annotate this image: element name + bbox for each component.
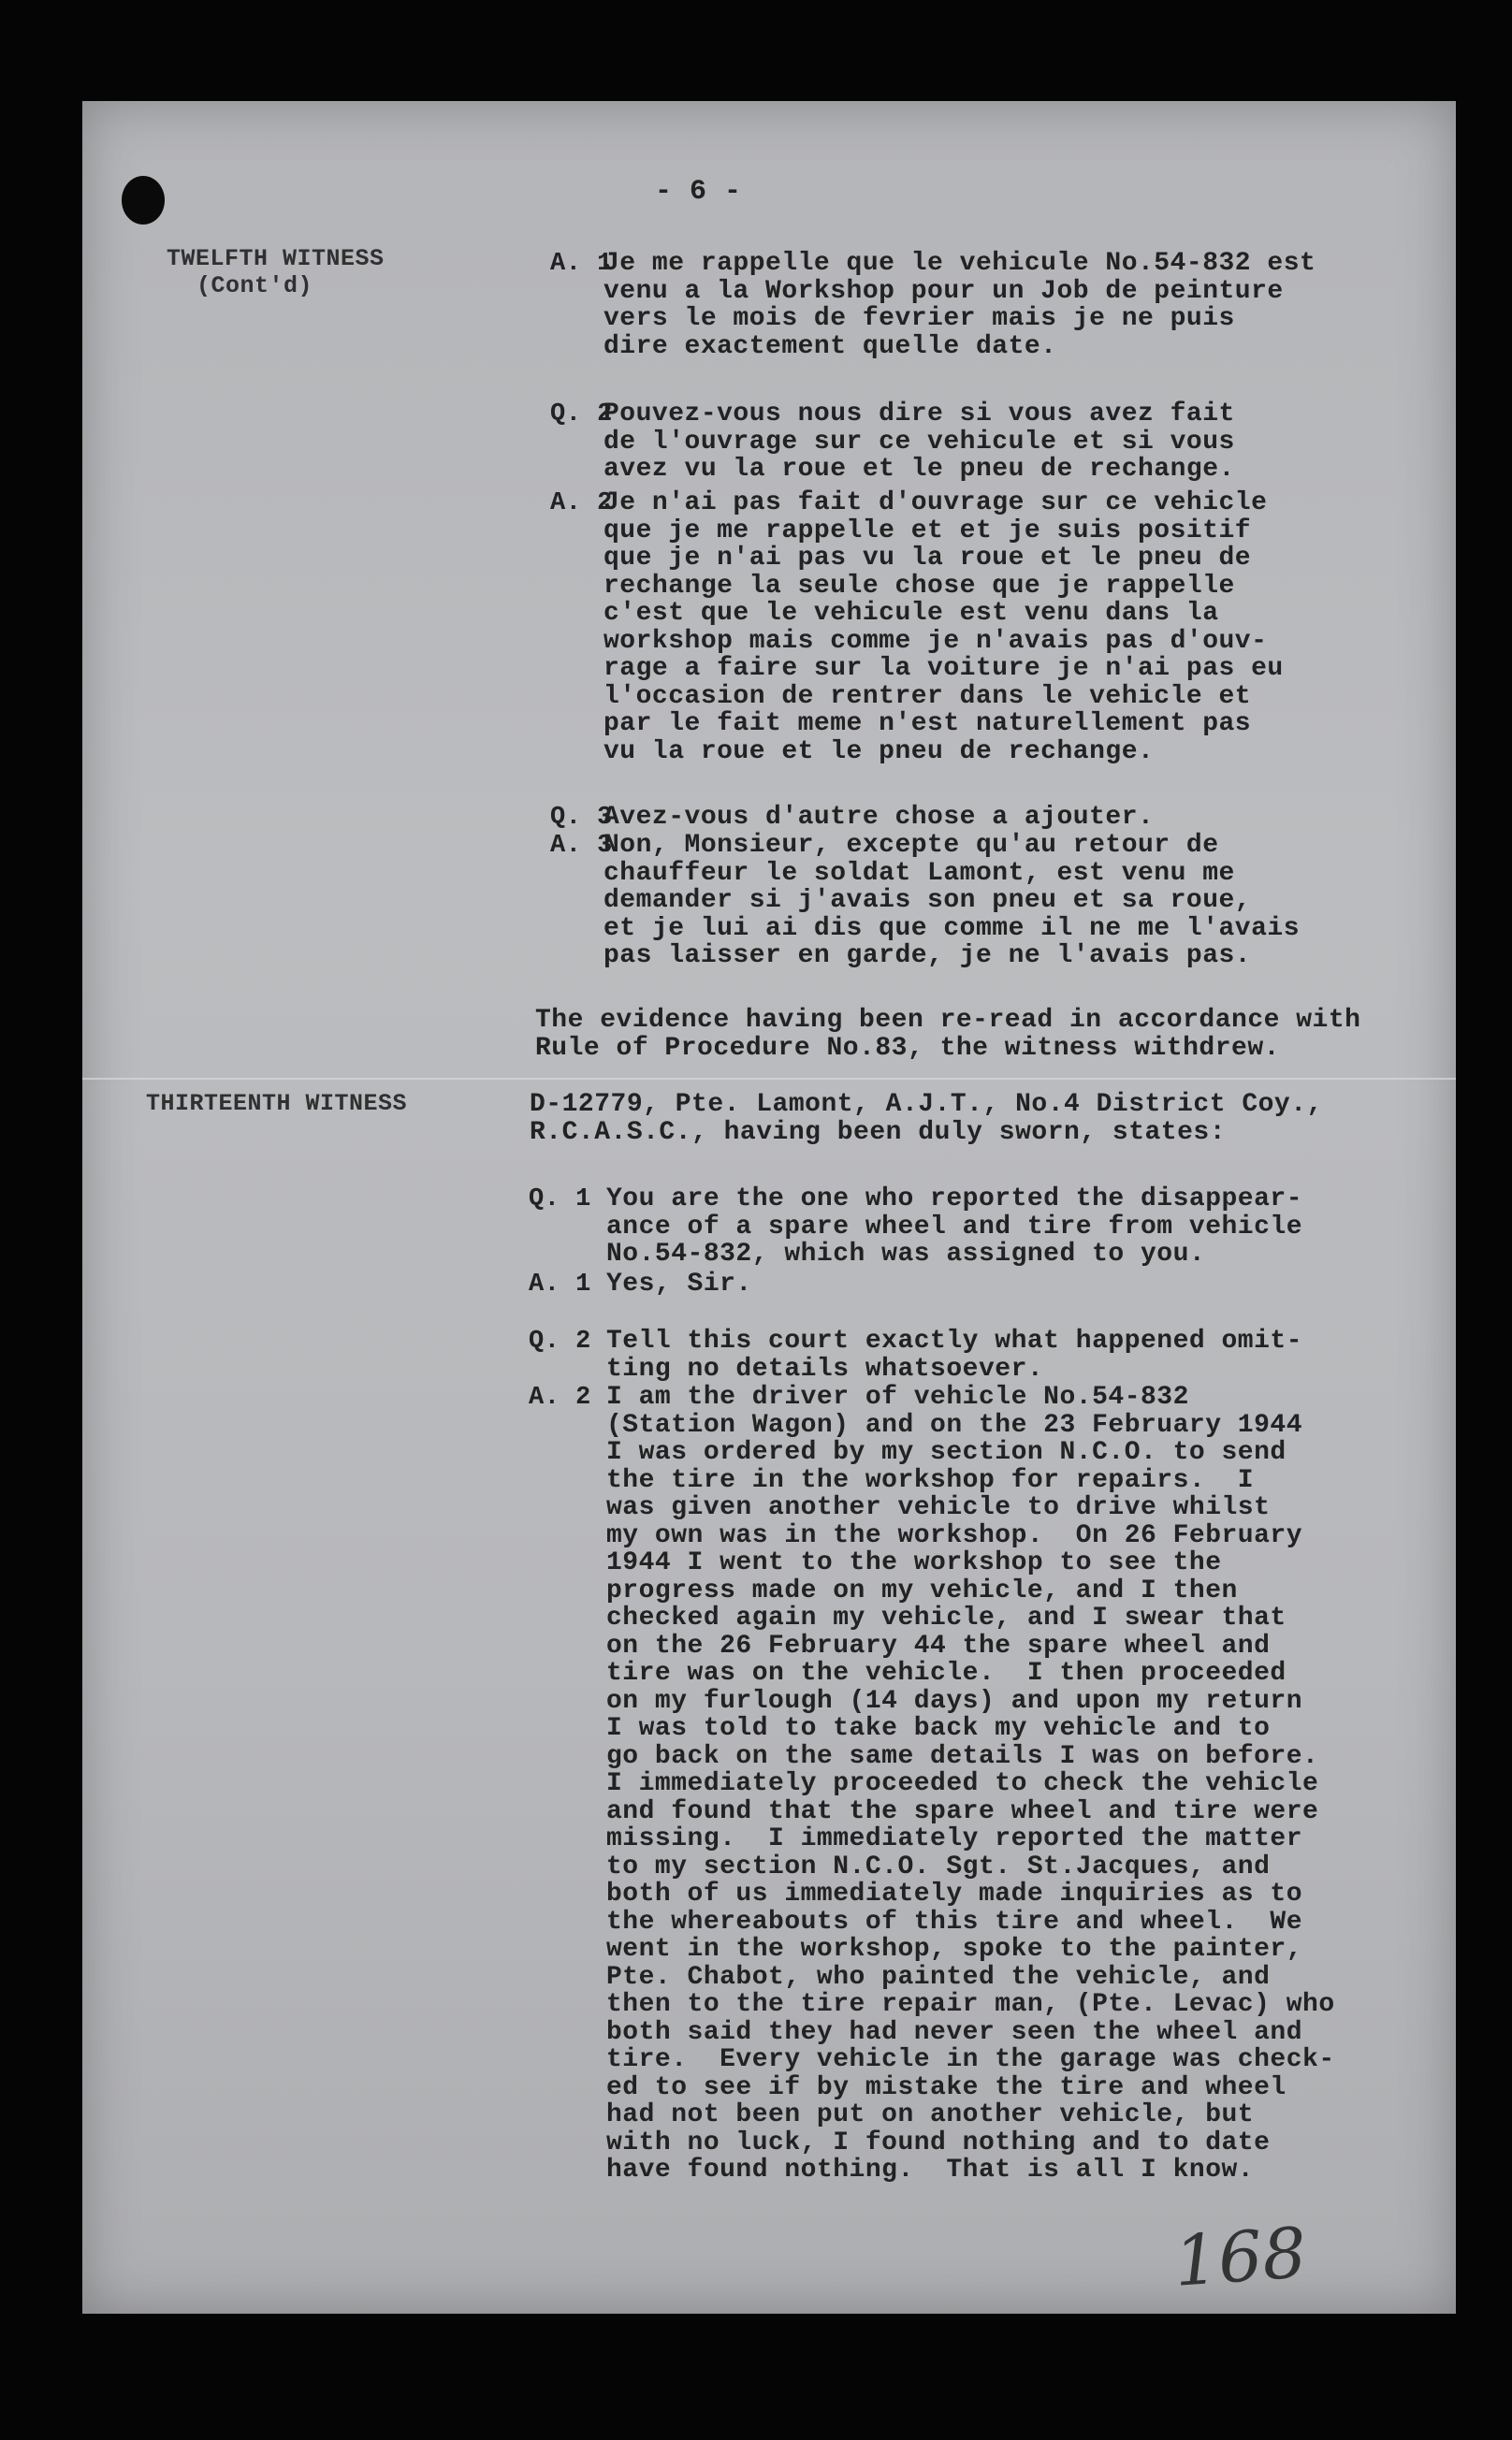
entry-text-line: c'est que le vehicule est venu dans la	[603, 599, 1219, 628]
entry-text-line: pas laisser en garde, je ne l'avais pas.	[603, 941, 1252, 970]
entry-text-line: both of us immediately made inquiries as to	[606, 1880, 1303, 1909]
closing-text-line: Rule of Procedure No.83, the witness withdrew.	[535, 1033, 1280, 1063]
entry-text-line: 1944 I went to the workshop to see the	[606, 1548, 1222, 1577]
entry-text-line: Pouvez-vous nous dire si vous avez fait	[603, 399, 1235, 428]
entry-text-line: chauffeur le soldat Lamont, est venu me	[603, 858, 1235, 888]
entry-label: A. 2	[529, 1384, 591, 1412]
entry-text-line: tire was on the vehicle. I then proceeded	[606, 1659, 1287, 1688]
section-divider	[82, 1078, 1456, 1080]
entry-text-line: avez vu la roue et le pneu de rechange.	[603, 455, 1235, 484]
entry-text-line: the whereabouts of this tire and wheel. We	[606, 1907, 1303, 1937]
entry-label: Q. 3	[550, 804, 613, 832]
entry-label: Q. 2	[529, 1328, 591, 1356]
entry-label: A. 2	[550, 489, 613, 517]
entry-label: Q. 2	[550, 400, 613, 428]
entry-text-line: Je me rappelle que le vehicule No.54-832 est	[603, 249, 1316, 278]
entry-text-line: the tire in the workshop for repairs. I	[606, 1465, 1255, 1495]
entry-text-line: Tell this court exactly what happened omit-	[606, 1327, 1303, 1356]
section-heading-twelfth: TWELFTH WITNESS	[167, 245, 385, 272]
entry-text-line: Non, Monsieur, excepte qu'au retour de	[603, 831, 1219, 860]
entry-text-line: Pte. Chabot, who painted the vehicle, and	[606, 1962, 1271, 1992]
entry-label: A. 1	[529, 1271, 591, 1299]
entry-text-line: on my furlough (14 days) and upon my return	[606, 1686, 1303, 1716]
entry-text-line: I was told to take back my vehicle and to	[606, 1714, 1271, 1743]
entry-label: A. 1	[550, 250, 613, 278]
entry-text-line: tire. Every vehicle in the garage was check-	[606, 2045, 1335, 2074]
entry-text-line: vers le mois de fevrier mais je ne puis	[603, 304, 1235, 333]
entry-text-line: demander si j'avais son pneu et sa roue,	[603, 886, 1252, 915]
punch-hole	[122, 176, 165, 225]
intro-text-line: R.C.A.S.C., having been duly sworn, states:	[530, 1117, 1227, 1147]
section-heading-thirteenth: THIRTEENTH WITNESS	[146, 1090, 408, 1117]
entry-text-line: venu a la Workshop pour un Job de peinture	[603, 276, 1284, 306]
entry-text-line: missing. I immediately reported the matter	[606, 1824, 1303, 1853]
entry-text-line: with no luck, I found nothing and to date	[606, 2128, 1271, 2157]
entry-text-line: ting no details whatsoever.	[606, 1354, 1044, 1384]
entry-label: Q. 1	[529, 1185, 591, 1213]
entry-text-line: progress made on my vehicle, and I then	[606, 1576, 1238, 1605]
section-heading-twelfth-contd: (Cont'd)	[196, 272, 313, 299]
entry-text-line: I was ordered by my section N.C.O. to send	[606, 1438, 1287, 1467]
entry-text-line: on the 26 February 44 the spare wheel and	[606, 1631, 1271, 1661]
entry-text-line: (Station Wagon) and on the 23 February 1944	[606, 1410, 1303, 1440]
entry-text-line: went in the workshop, spoke to the painter,	[606, 1935, 1303, 1964]
entry-text-line: et je lui ai dis que comme il ne me l'avais	[603, 913, 1301, 943]
entry-text-line: You are the one who reported the disappear-	[606, 1184, 1303, 1213]
entry-text-line: No.54-832, which was assigned to you.	[606, 1240, 1206, 1269]
entry-text-line: had not been put on another vehicle, but	[606, 2100, 1255, 2129]
entry-text-line: ance of a spare wheel and tire from vehicle	[606, 1212, 1303, 1242]
entry-text-line: rage a faire sur la voiture je n'ai pas eu	[603, 654, 1284, 683]
entry-text-line: que je n'ai pas vu la roue et le pneu de	[603, 544, 1252, 573]
entry-text-line: de l'ouvrage sur ce vehicule et si vous	[603, 427, 1235, 457]
entry-text-line: Yes, Sir.	[606, 1270, 752, 1299]
folio-number: 168	[1171, 2213, 1310, 2302]
entry-text-line: checked again my vehicle, and I swear that	[606, 1604, 1287, 1633]
entry-text-line: dire exactement quelle date.	[603, 331, 1057, 361]
entry-text-line: rechange la seule chose que je rappelle	[603, 571, 1235, 601]
entry-text-line: par le fait meme n'est naturellement pas	[603, 709, 1252, 738]
entry-text-line: l'occasion de rentrer dans le vehicle et	[603, 681, 1252, 711]
entry-text-line: Avez-vous d'autre chose a ajouter.	[603, 803, 1155, 832]
entry-label: A. 3	[550, 832, 613, 860]
entry-text-line: was given another vehicle to drive whilst	[606, 1493, 1271, 1522]
entry-text-line: I am the driver of vehicle No.54-832	[606, 1383, 1189, 1412]
entry-text-line: ed to see if by mistake the tire and wheel	[606, 2072, 1287, 2102]
entry-text-line: my own was in the workshop. On 26 February	[606, 1520, 1303, 1550]
entry-text-line: I immediately proceeded to check the vehicle	[606, 1769, 1319, 1798]
entry-text-line: have found nothing. That is all I know.	[606, 2156, 1255, 2185]
entry-text-line: vu la roue et le pneu de rechange.	[603, 736, 1155, 766]
entry-text-line: and found that the spare wheel and tire were	[606, 1796, 1319, 1826]
page-number: - 6 -	[655, 176, 742, 208]
entry-text-line: both said they had never seen the wheel and	[606, 2017, 1303, 2047]
entry-text-line: Je n'ai pas fait d'ouvrage sur ce vehicle	[603, 488, 1268, 517]
entry-text-line: then to the tire repair man, (Pte. Levac) who	[606, 1990, 1335, 2019]
entry-text-line: to my section N.C.O. Sgt. St.Jacques, and	[606, 1852, 1271, 1881]
intro-text-line: D-12779, Pte. Lamont, A.J.T., No.4 District Coy.,	[530, 1090, 1323, 1119]
entry-text-line: que je me rappelle et et je suis positif	[603, 516, 1252, 545]
entry-text-line: go back on the same details I was on before.	[606, 1741, 1319, 1771]
closing-text-line: The evidence having been re-read in accordance with	[535, 1006, 1361, 1035]
entry-text-line: workshop mais comme je n'avais pas d'ouv-	[603, 626, 1268, 656]
